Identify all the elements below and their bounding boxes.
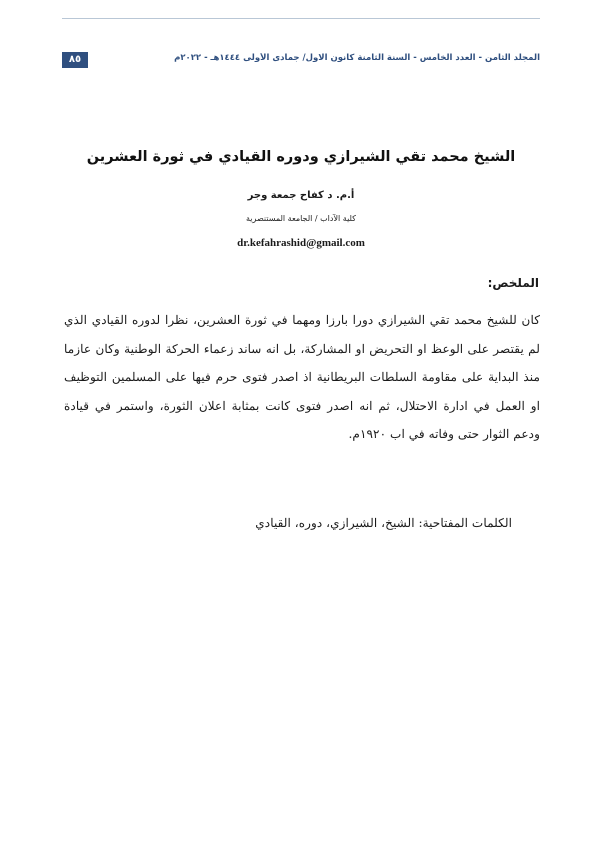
running-head-text: المجلد الثامن - العدد الخامس - السنة الثامنة كانون الاول/ جمادى الأولى ١٤٤٤هـ - ٢٠٢٢م — [174, 53, 540, 63]
abstract-heading: الملخص: — [487, 276, 539, 290]
page-number-badge: ٨٥ — [62, 52, 88, 68]
header-divider — [62, 18, 540, 19]
abstract-body: كان للشيخ محمد تقي الشيرازي دورا بارزا ومهما في ثورة العشرين، نظرا لدوره القيادي الذي لم يقتصر على الوعظ او التحريض او المشاركة، بل انه ساند زعماء الحركة الوطنية وكان عازما منذ البداية على مقاومة السلطات البريطانية اذ اصدر فتوى حرم فيها على المسلمين التوظيف او العمل في ادارة الاحتلال، ثم انه اصدر فتوى كانت بمثابة اعلان الثورة، واستمر في قيادة ودعم الثوار حتى وفاته في اب ١٩٢٠م. — [64, 313, 540, 441]
author-email[interactable]: dr.kefahrashid@gmail.com — [237, 237, 365, 249]
author-affiliation: كلية الآداب / الجامعة المستنصرية — [246, 214, 356, 223]
running-header — [62, 52, 540, 68]
keywords-line: الكلمات المفتاحية: الشيخ، الشيرازي، دوره، القيادي — [255, 516, 512, 530]
article-title: الشيخ محمد تقي الشيرازي ودوره القيادي في ثورة العشرين — [86, 149, 516, 165]
author-name: أ.م. د كفاح جمعة وجر — [247, 190, 355, 201]
